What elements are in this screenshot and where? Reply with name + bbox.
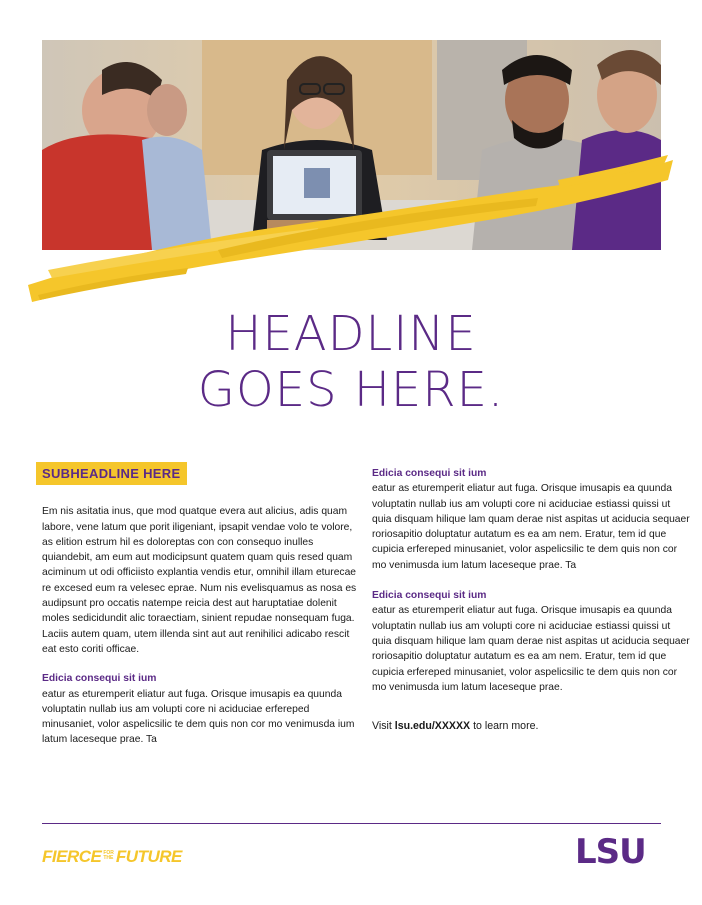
headline-line-2: GOES HERE. bbox=[197, 362, 505, 418]
tagline-small-2: THE bbox=[103, 855, 114, 861]
lsu-logo: LSU bbox=[575, 832, 646, 872]
left-column bbox=[42, 462, 360, 748]
left-section bbox=[42, 671, 360, 747]
cta-suffix: to learn more. bbox=[470, 720, 539, 733]
right-section-1 bbox=[372, 466, 690, 573]
headline-line-1: HEADLINE bbox=[225, 306, 477, 362]
headline bbox=[0, 306, 702, 418]
section-title: Edicia consequi sit ium bbox=[372, 468, 487, 479]
right-section-2 bbox=[372, 588, 690, 695]
tagline-word-1: FIERCE bbox=[42, 847, 102, 866]
intro-paragraph: Em nis asitatia inus, que mod quatque evera aut alicius, adis quam labore, vene latum que porit iligeniant, ipsapit vendae volo te volore, as elition estrum hil es doloreptas con con consequo inulles quiandebit, am eum aut modicipsunt quatem quam quis resed quam aciminum ut odi officiisto explantia vendis etur, omnihil illam eturecae re excesed eum ra velesec eprae. Num nis evelisquamus as nosa es audipsunt pro occatis natempe reicia dest aut haruptatiae dolenit moles sedicidundit alic toraectiam, sinient repudae nonsequam fuga. Laciis autem quam, utem illenda sint aut aut renihilici adicabo rescit eat esto coriti officae. bbox=[42, 506, 357, 655]
tagline-word-2: FUTURE bbox=[115, 847, 182, 866]
tagline-small-words bbox=[103, 851, 114, 861]
section-body: eatur as eturemperit eliatur aut fuga. Orisque imusapis ea quunda voluptatin nullab ius am volupti core ni aciduciae estiassi quissi ut quia disquam hilique lam quam derae nist aspitas ut aciducia sequaer roriosapitio doluptatur autatum es ea am nem. Eratur, tem id que cupicia erfereped minusaniet, volor aspelicsilic te dem quis non cor mo venimusda ium latum laceseque prae. bbox=[372, 605, 690, 693]
gold-brush-stroke bbox=[18, 150, 678, 310]
fierce-for-the-future-logo bbox=[42, 847, 182, 867]
tagline-small-1: FOR bbox=[103, 850, 114, 856]
section-body: eatur as eturemperit eliatur aut fuga. Orisque imusapis ea quunda voluptatin nullab ius am volupti core ni aciduciae erfereped minusaniet, volor aspelicsilic te dem quis non cor mo venimusda ium latum laceseque prae. Ta bbox=[42, 688, 355, 746]
cta-link[interactable]: lsu.edu/XXXXX bbox=[394, 720, 471, 733]
right-column bbox=[372, 466, 690, 734]
footer-divider bbox=[42, 823, 661, 824]
cta-prefix: Visit bbox=[372, 720, 395, 733]
call-to-action bbox=[372, 719, 690, 734]
section-title: Edicia consequi sit ium bbox=[372, 590, 487, 602]
section-body: eatur as eturemperit eliatur aut fuga. Orisque imusapis ea quunda voluptatin nullab ius am volupti core ni aciduciae estiassi quissi ut quia disquam hilique lam quam derae nist aspitas ut aciducia sequaer roriosapitio doluptatur autatum es ea am nem. Eratur, tem id que cupicia erfereped minusaniet, volor aspelicsilic te dem quis non cor mo venimusda ium latum laceseque prae. Ta bbox=[372, 483, 690, 571]
section-title: Edicia consequi sit ium bbox=[42, 673, 157, 685]
subheadline: SUBHEADLINE HERE bbox=[36, 462, 187, 485]
